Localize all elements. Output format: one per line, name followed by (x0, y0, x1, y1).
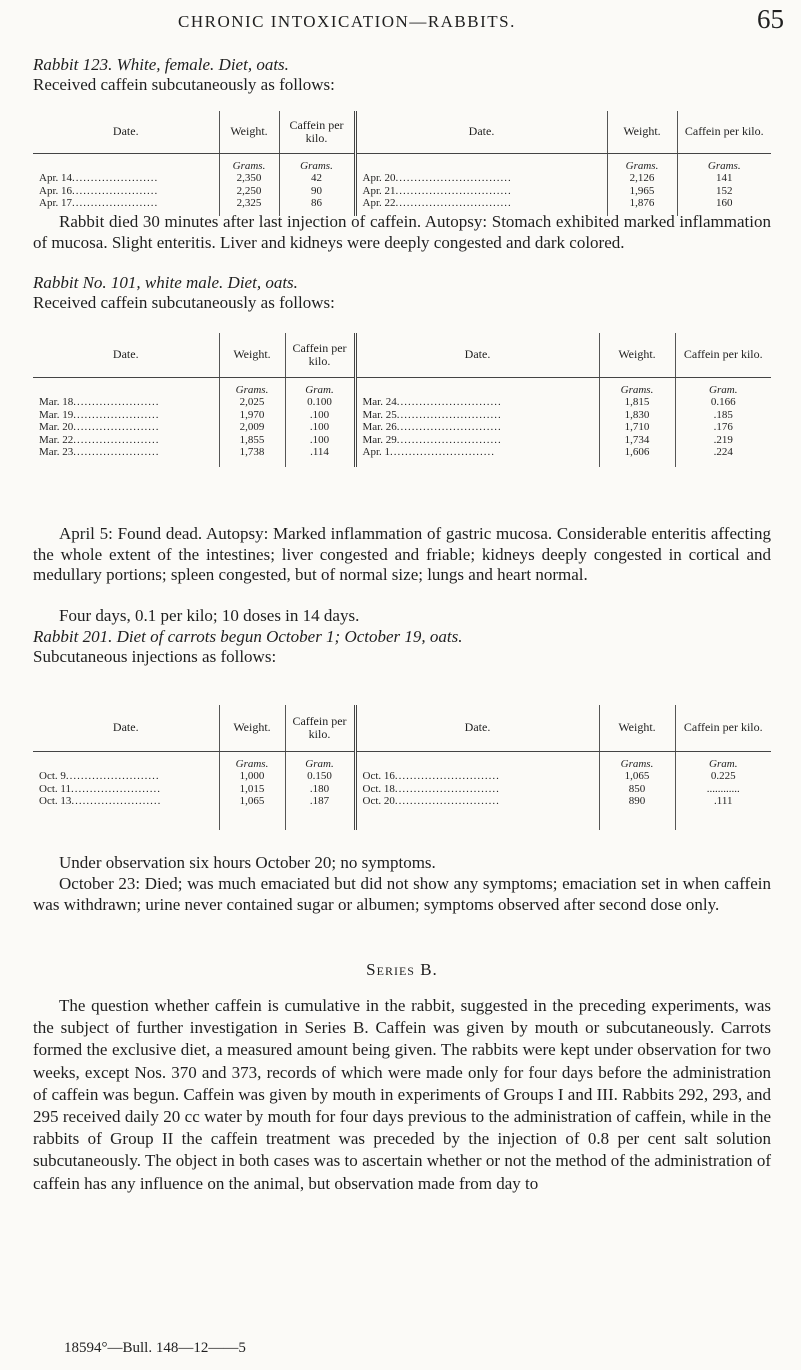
table-row: Apr. 17....................... 2,325 86 Apr. 22............................... 1,876 160 (33, 197, 771, 216)
table-row: Oct. 13........................ 1,065 .187 Oct. 20............................ 890 .111 (33, 795, 771, 830)
caffein-cell: .180 (285, 783, 355, 796)
table-row: Mar. 23....................... 1,738 .114 Apr. 1............................ 1,606 .224 (33, 446, 771, 467)
rabbit-101-note: April 5: Found dead. Autopsy: Marked inflammation of gastric mucosa. Considerable enteritis affecting the whole extent of the intestines; liver congested and friable; kidneys deeply congested in cortical and medullary portions; spleen congested, but of normal size; lungs and heart normal. (33, 524, 771, 584)
caffein-cell: .185 (675, 409, 771, 422)
rabbit-201-intro: Subcutaneous injections as follows: (33, 647, 277, 666)
caffein-cell: 0.150 (285, 770, 355, 783)
date-cell: Oct. 11 (39, 782, 71, 795)
unit-caffein: Gram. (285, 751, 355, 770)
caffein-cell: .224 (675, 446, 771, 467)
unit-caffein: Grams. (677, 153, 771, 172)
header-weight: Weight. (607, 111, 677, 153)
unit-weight: Grams. (219, 153, 279, 172)
date-cell: Apr. 14 (39, 172, 72, 184)
weight-cell: 2,250 (219, 185, 279, 198)
date-cell: Oct. 9 (39, 770, 66, 782)
weight-cell: 2,325 (219, 197, 279, 216)
header-date: Date. (355, 333, 599, 377)
caffein-cell: .176 (675, 421, 771, 434)
weight-cell: 850 (599, 783, 675, 796)
header-caffein: Caffein per kilo. (675, 705, 771, 751)
table-row: Mar. 20....................... 2,009 .100 Mar. 26............................ 1,710 .176 (33, 421, 771, 434)
header-weight: Weight. (219, 705, 285, 751)
caffein-cell: 86 (279, 197, 355, 216)
header-caffein: Caffein per kilo. (285, 705, 355, 751)
date-cell: Apr. 20 (362, 172, 396, 184)
date-cell: Apr. 21 (362, 184, 396, 197)
header-date: Date. (33, 333, 219, 377)
date-cell: Oct. 16 (362, 770, 395, 782)
caffein-cell: 42 (279, 172, 355, 185)
rabbit-101-table (33, 333, 771, 467)
date-cell: Mar. 24 (362, 396, 397, 408)
rabbit-201-note-1: Under observation six hours October 20; no symptoms. (59, 853, 436, 872)
caffein-cell: 141 (677, 172, 771, 185)
table-row: Mar. 19....................... 1,970 .100 Mar. 25............................ 1,830 .185 (33, 409, 771, 422)
weight-cell: 1,830 (599, 409, 675, 422)
table-row: Apr. 16....................... 2,250 90 Apr. 21............................... 1,965 152 (33, 185, 771, 198)
date-cell: Oct. 20 (362, 795, 395, 807)
header-caffein: Caffein per kilo. (677, 111, 771, 153)
unit-weight: Grams. (599, 377, 675, 396)
weight-cell: 1,738 (219, 446, 285, 467)
date-cell: Mar. 23 (39, 446, 74, 458)
weight-cell: 2,009 (219, 421, 285, 434)
date-cell: Oct. 18 (362, 782, 395, 795)
date-cell: Mar. 19 (39, 408, 74, 421)
rabbit-123-note: Rabbit died 30 minutes after last injection of caffein. Autopsy: Stomach exhibited marked inflammation of mucosa. Slight enteritis. Liver and kidneys were deeply congested and dark colored. (33, 212, 771, 252)
table-row: Oct. 11........................ 1,015 .180 Oct. 18............................ 850 ............ (33, 783, 771, 796)
header-weight: Weight. (599, 705, 675, 751)
rabbit-101-summary: Four days, 0.1 per kilo; 10 doses in 14 days. (59, 606, 360, 625)
weight-cell: 890 (599, 795, 675, 830)
weight-cell: 1,606 (599, 446, 675, 467)
caffein-cell: .114 (285, 446, 355, 467)
date-cell: Apr. 17 (39, 197, 72, 209)
header-caffein: Caffein per kilo. (285, 333, 355, 377)
caffein-cell: .100 (285, 421, 355, 434)
unit-weight: Grams. (599, 751, 675, 770)
date-cell: Mar. 20 (39, 421, 74, 433)
weight-cell: 2,025 (219, 396, 285, 409)
table-row: Mar. 18....................... 2,025 0.100 Mar. 24............................ 1,815 0.166 (33, 396, 771, 409)
table-row: Apr. 14....................... 2,350 42 Apr. 20............................... 2,126 141 (33, 172, 771, 185)
table-row: Oct. 9......................... 1,000 0.150 Oct. 16............................ 1,065 0.225 (33, 770, 771, 783)
date-cell: Mar. 29 (362, 433, 397, 446)
rabbit-201-note-2: October 23: Died; was much emaciated but did not show any symptoms; emaciation set in when caffein was withdrawn; urine never contained sugar or albumen; symptoms observed after second dose only. (33, 874, 771, 914)
caffein-cell: .187 (285, 795, 355, 830)
date-cell: Apr. 16 (39, 184, 72, 197)
header-caffein: Caffein per kilo. (279, 111, 355, 153)
weight-cell: 2,350 (219, 172, 279, 185)
header-date: Date. (33, 705, 219, 751)
caffein-cell: .111 (675, 795, 771, 830)
weight-cell: 1,015 (219, 783, 285, 796)
caffein-cell: .100 (285, 409, 355, 422)
rabbit-201-table (33, 705, 771, 830)
weight-cell: 1,970 (219, 409, 285, 422)
weight-cell: 1,000 (219, 770, 285, 783)
header-weight: Weight. (599, 333, 675, 377)
unit-caffein: Grams. (279, 153, 355, 172)
weight-cell: 1,815 (599, 396, 675, 409)
rabbit-123-heading: Rabbit 123. White, female. Diet, oats. (33, 55, 289, 74)
weight-cell: 1,710 (599, 421, 675, 434)
running-head-title: CHRONIC INTOXICATION—RABBITS. (178, 12, 516, 31)
header-date: Date. (355, 111, 607, 153)
page-number: 65 (757, 4, 784, 34)
date-cell: Mar. 26 (362, 421, 397, 433)
caffein-cell: 160 (677, 197, 771, 216)
caffein-cell: .219 (675, 434, 771, 447)
unit-caffein: Gram. (675, 751, 771, 770)
unit-caffein: Gram. (285, 377, 355, 396)
caffein-cell: 0.100 (285, 396, 355, 409)
date-cell: Mar. 22 (39, 433, 74, 446)
weight-cell: 1,965 (607, 185, 677, 198)
weight-cell: 2,126 (607, 172, 677, 185)
unit-weight: Grams. (219, 751, 285, 770)
caffein-cell: 0.225 (675, 770, 771, 783)
unit-weight: Grams. (219, 377, 285, 396)
date-cell: Apr. 1 (362, 446, 390, 458)
caffein-cell: ............ (675, 783, 771, 796)
header-date: Date. (355, 705, 599, 751)
rabbit-101-heading: Rabbit No. 101, white male. Diet, oats. (33, 273, 298, 292)
weight-cell: 1,065 (219, 795, 285, 830)
header-caffein: Caffein per kilo. (675, 333, 771, 377)
caffein-cell: 152 (677, 185, 771, 198)
header-weight: Weight. (219, 111, 279, 153)
rabbit-123-table (33, 111, 771, 216)
header-date: Date. (33, 111, 219, 153)
date-cell: Apr. 22 (362, 197, 396, 209)
rabbit-101-intro: Received caffein subcutaneously as follows: (33, 293, 335, 312)
footer-signature: 18594°—Bull. 148—12——5 (64, 1340, 246, 1356)
caffein-cell: 90 (279, 185, 355, 198)
caffein-cell: .100 (285, 434, 355, 447)
caffein-cell: 0.166 (675, 396, 771, 409)
date-cell: Mar. 18 (39, 396, 74, 408)
date-cell: Mar. 25 (362, 408, 397, 421)
rabbit-123-intro: Received caffein subcutaneously as follows: (33, 75, 335, 94)
rabbit-201-heading: Rabbit 201. Diet of carrots begun October 1; October 19, oats. (33, 627, 463, 646)
table-row: Mar. 22....................... 1,855 .100 Mar. 29............................ 1,734 .219 (33, 434, 771, 447)
date-cell: Oct. 13 (39, 795, 72, 807)
weight-cell: 1,876 (607, 197, 677, 216)
series-b-paragraph: The question whether caffein is cumulative in the rabbit, suggested in the preceding experiments, was the subject of further investigation in Series B. Caffein was given by mouth or subcutaneously. Carrots formed the exclusive diet, a measured amount being given. The rabbits were kept under observation for two weeks, except Nos. 370 and 373, records of which were made only for four days before the administration of caffein was begun. Caffein was given by mouth in experiments of Groups I and III. Rabbits 292, 293, and 295 received daily 20 cc water by mouth for four days previous to the administration of caffein, while in the rabbits of Group II the caffein treatment was preceded by the injection of 0.8 per cent salt solution subcutaneously. The object in both cases was to ascertain whether or not the method of the administration of caffein has any influence on the animal, but observation made from day to (33, 996, 771, 1193)
weight-cell: 1,065 (599, 770, 675, 783)
unit-weight: Grams. (607, 153, 677, 172)
series-b-heading: Series B. (366, 960, 438, 979)
unit-caffein: Gram. (675, 377, 771, 396)
weight-cell: 1,855 (219, 434, 285, 447)
header-weight: Weight. (219, 333, 285, 377)
weight-cell: 1,734 (599, 434, 675, 447)
